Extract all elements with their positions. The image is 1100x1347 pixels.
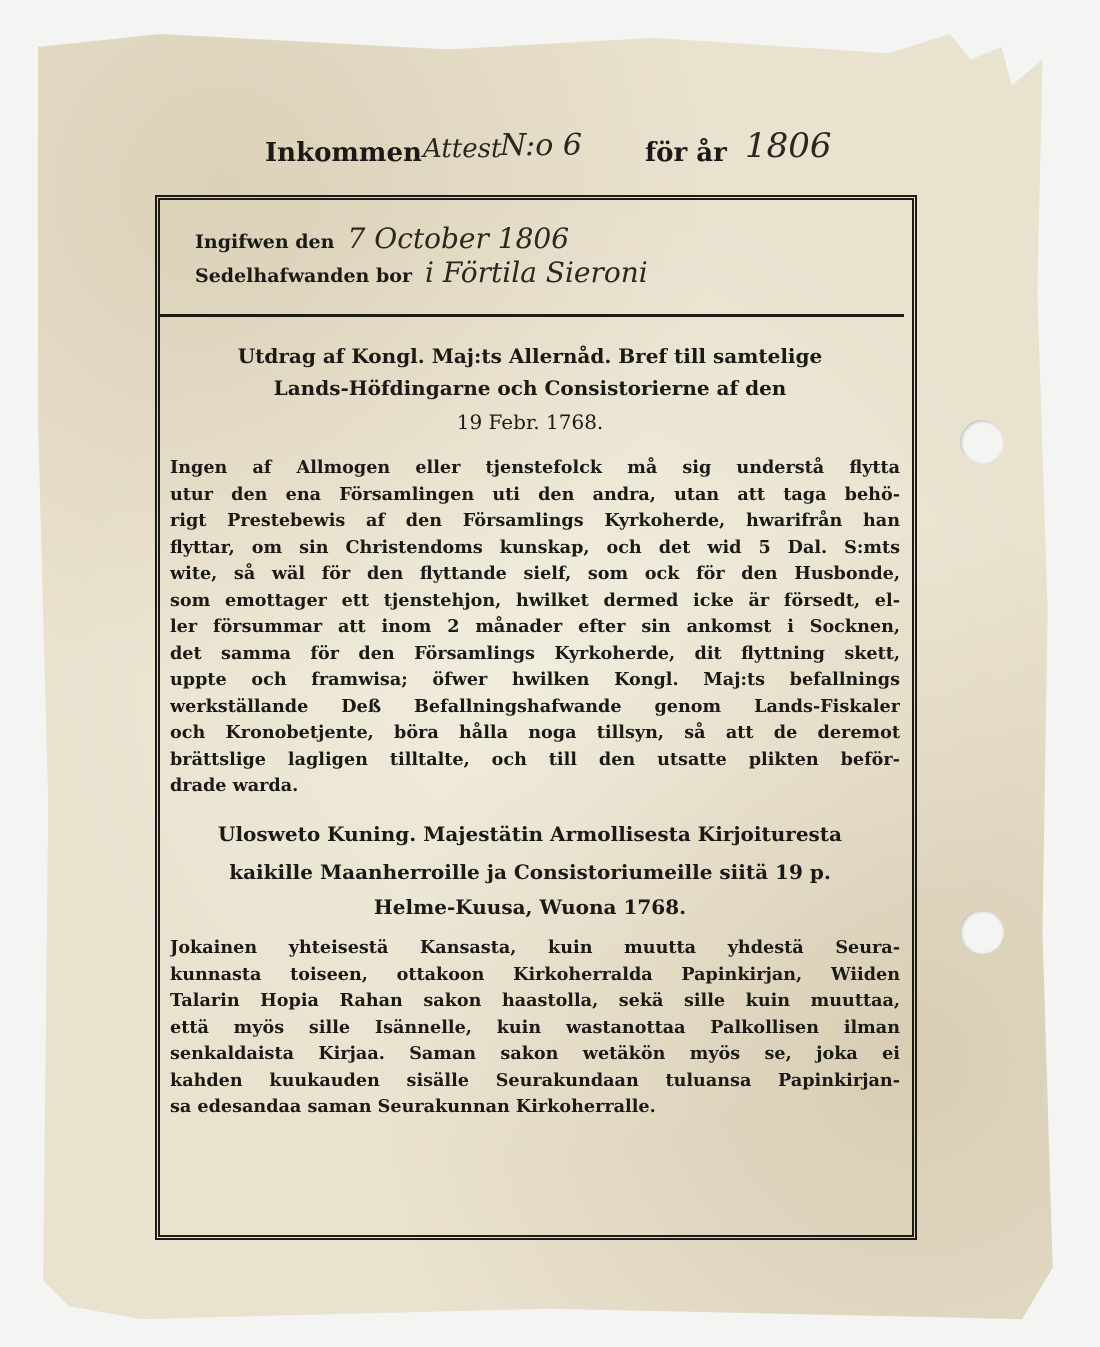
header-separator xyxy=(158,314,904,317)
document-header xyxy=(265,120,865,180)
swedish-body-line: brättslige lagligen tilltalte, och till den utsatte plikten beför- xyxy=(170,748,900,770)
finnish-body-line: kahden kuukauden sisälle Seurakundaan tuluansa Papinkirjan- xyxy=(170,1069,900,1091)
ingifwen-row xyxy=(195,222,569,255)
attest-number: N:o 6 xyxy=(500,128,582,163)
swedish-body xyxy=(170,455,900,800)
finnish-heading-line-1: Ulosweto Kuning. Majestätin Armollisesta Kirjoituresta xyxy=(218,822,842,846)
punch-hole-bottom xyxy=(960,910,1004,954)
swedish-body-line: och Kronobetjente, böra hålla noga tillsyn, så att de deremot xyxy=(170,722,900,743)
year-handwritten: 1806 xyxy=(745,126,832,166)
finnish-body-line: Talarin Hopia Rahan sakon haastolla, sekä sille kuin muuttaa, xyxy=(170,990,900,1011)
swedish-heading-line-1: Utdrag af Kongl. Maj:ts Allernåd. Bref till samtelige xyxy=(237,344,823,368)
swedish-body-line: Ingen af Allmogen eller tjenstefolck må sig understå flytta xyxy=(170,457,900,478)
punch-hole-top xyxy=(960,420,1004,464)
for-ar-label: för år xyxy=(645,138,727,168)
swedish-body-line: utur den ena Församlingen uti den andra, utan att taga behö- xyxy=(170,483,900,505)
ingifwen-label: Ingifwen den xyxy=(195,231,335,253)
swedish-body-line: werkställande Deß Befallningshafwande genom Lands-Fiskaler xyxy=(170,695,900,717)
finnish-body-line: kunnasta toiseen, ottakoon Kirkoherralda Papinkirjan, Wiiden xyxy=(170,963,900,985)
swedish-body-line: som emottager ett tjenstehjon, hwilket dermed icke är försedt, el- xyxy=(170,589,900,611)
ingifwen-value: 7 October 1806 xyxy=(347,222,570,255)
swedish-body-line: ler försummar att inom 2 månader efter sin ankomst i Socknen, xyxy=(170,616,900,637)
sedelhafwanden-row xyxy=(195,256,648,289)
swedish-body-line: wite, så wäl för den flyttande sielf, som ock för den Husbonde, xyxy=(170,563,900,584)
finnish-body-line: Jokainen yhteisestä Kansasta, kuin muutta yhdestä Seura- xyxy=(170,937,900,958)
attest-handwritten: Attest xyxy=(423,134,502,164)
swedish-body-line: det samma för den Församlings Kyrkoherde, dit flyttning skett, xyxy=(170,642,900,664)
swedish-heading-line-2: Lands-Höfdingarne och Consistorierne af den xyxy=(273,376,787,400)
sedelhafwanden-value: i Förtila Sieroni xyxy=(425,256,648,289)
sedelhafwanden-label: Sedelhafwanden bor xyxy=(195,265,412,287)
finnish-body-line: että myös sille Isännelle, kuin wastanottaa Palkollisen ilman xyxy=(170,1016,900,1038)
swedish-heading-line-3: 19 Febr. 1768. xyxy=(456,410,604,434)
swedish-body-line: drade warda. xyxy=(170,775,299,796)
finnish-body-line: sa edesandaa saman Seurakunnan Kirkoherralle. xyxy=(170,1096,656,1117)
finnish-body-line: senkaldaista Kirjaa. Saman sakon wetäkön myös se, joka ei xyxy=(170,1043,900,1064)
inkommen-label: Inkommen xyxy=(265,138,422,168)
finnish-heading-line-3: Helme-Kuusa, Wuona 1768. xyxy=(373,895,687,919)
swedish-body-line: uppte och framwisa; öfwer hwilken Kongl. Maj:ts befallnings xyxy=(170,669,900,690)
swedish-body-line: rigt Prestebewis af den Församlings Kyrkoherde, hwarifrån han xyxy=(170,510,900,531)
finnish-heading-line-2: kaikille Maanherroille ja Consistoriumeille siitä 19 p. xyxy=(229,860,831,884)
finnish-body xyxy=(170,935,900,1121)
swedish-body-line: flyttar, om sin Christendoms kunskap, och det wid 5 Dal. S:mts xyxy=(170,536,900,558)
